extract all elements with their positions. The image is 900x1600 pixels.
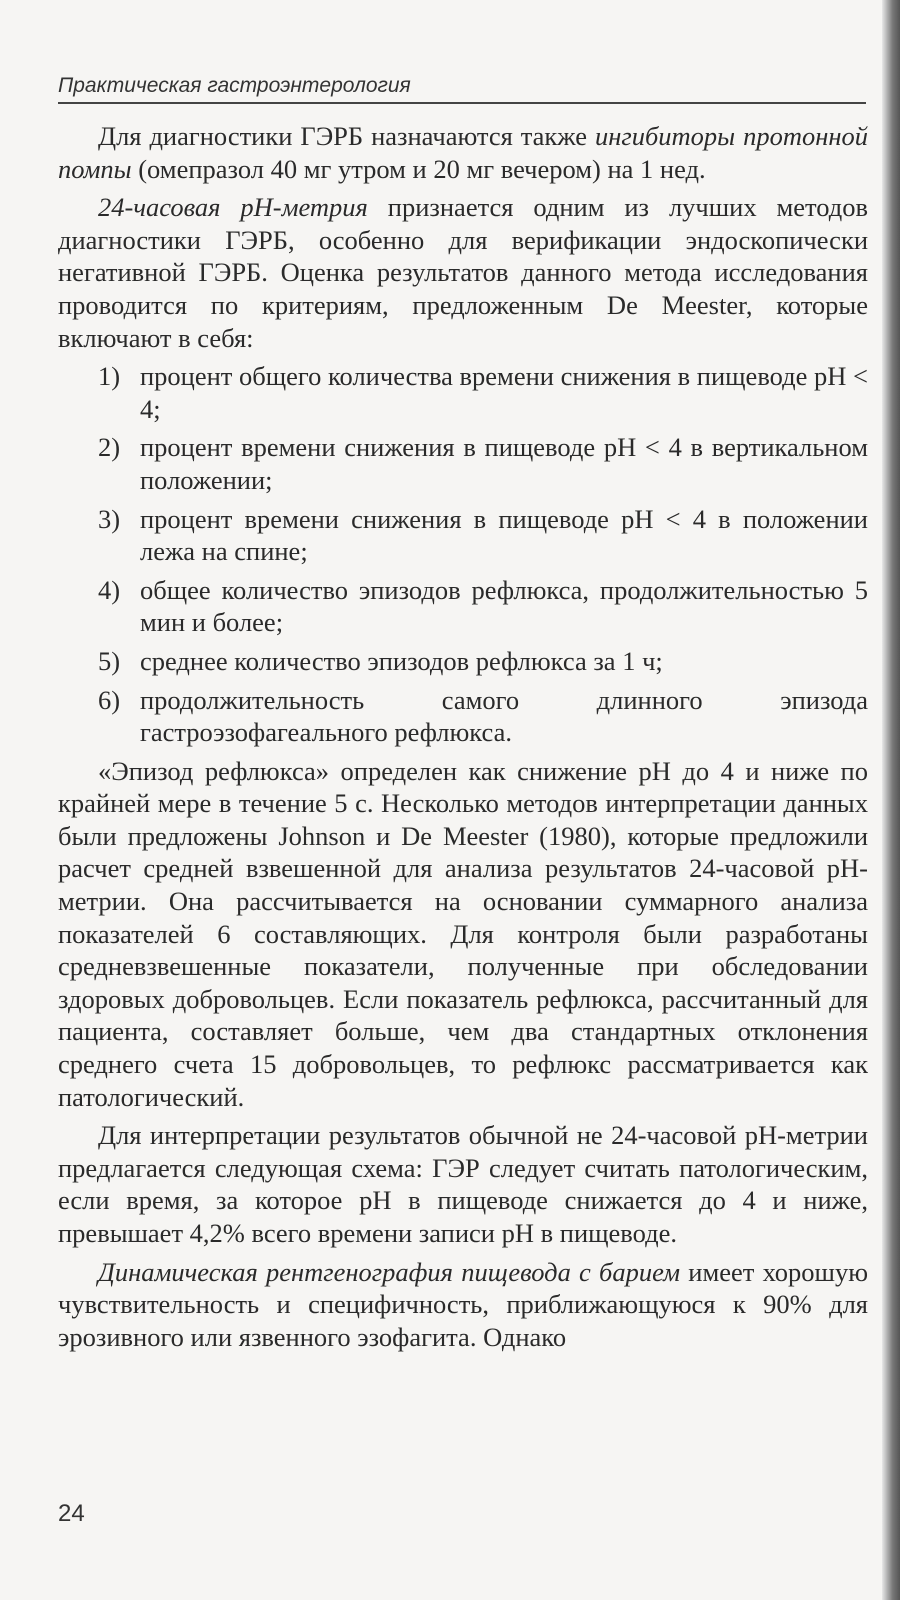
p1-after: (омепразол 40 мг утром и 20 мг вечером) на 1 нед.	[131, 153, 706, 184]
list-item	[58, 684, 868, 749]
list-number: 3)	[98, 503, 121, 534]
term-ppi: ингибиторы протонной помпы	[58, 121, 869, 184]
list-text: процент времени снижения в пищеводе рН < 4 в положении лежа на спине;	[140, 503, 868, 567]
p5-after: имеет хорошую чувствительность и специфичность, приближающуюся к 90% для эрозивного или язвенного эзофагита. Однако	[58, 1256, 869, 1352]
page-number: 24	[58, 1500, 85, 1527]
paragraph-reflux-episode: «Эпизод рефлюкса» определен как снижение рН до 4 и ниже по крайней мере в течение 5 с. Несколько методов интерпретации данных были предложены Johnson и De Meester (1980), которые предложили расчет средней взвешенной для анализа результатов 24-часовой рН-метрии. Она рассчитывается на основании суммарного анализа показателей 6 составляющих. Для контроля были разработаны средневзвешенные показатели, полученные при обследовании здоровых добровольцев. Если показатель рефлюкса, рассчитанный для пациента, составляет больше, чем два стандартных отклонения среднего счета 15 добровольцев, то рефлюкс рассматривается как патологический.	[58, 755, 868, 1112]
list-number: 1)	[98, 361, 121, 392]
criteria-list	[58, 360, 868, 749]
list-text: среднее количество эпизодов рефлюкса за 1 ч;	[140, 645, 663, 676]
paragraph-ph-metry	[58, 191, 868, 354]
paragraph-barium-xray	[58, 1256, 868, 1354]
list-item	[58, 360, 868, 425]
list-text: общее количество эпизодов рефлюкса, продолжительностью 5 мин и более;	[140, 574, 868, 638]
running-header	[58, 74, 866, 104]
list-item	[58, 431, 868, 496]
term-barium-xray: Динамическая рентгенография пищевода с барием	[98, 1256, 681, 1287]
list-item	[58, 574, 868, 639]
list-item	[58, 503, 868, 568]
p2-after: признается одним из лучших методов диагностики ГЭРБ, особенно для верификации эндоскопически негативной ГЭРБ. Оценка результатов данного метода исследования проводится по критериям, предложенным De Meester, которые включают в себя:	[58, 192, 868, 353]
list-number: 5)	[98, 645, 121, 676]
list-text: процент времени снижения в пищеводе рН < 4 в вертикальном положении;	[140, 432, 868, 495]
list-number: 6)	[98, 684, 121, 715]
list-number: 2)	[98, 432, 121, 463]
page-body	[58, 120, 868, 1359]
page-edge-shadow	[882, 0, 900, 1600]
paragraph-interpretation: Для интерпретации результатов обычной не 24-часовой рН-метрии предлагается следующая схема: ГЭР следует считать патологическим, если время, за которое рН в пищеводе снижается до 4 и ниже, превышает 4,2% всего времени записи рН в пищеводе.	[58, 1120, 868, 1248]
term-ph-metry: 24-часовая рН-метрия	[98, 192, 368, 223]
list-text: продолжительность самого длинного эпизода гастроэзофагеального рефлюкса.	[140, 684, 868, 748]
running-title: Практическая гастроэнтерология	[58, 74, 411, 97]
p1-before: Для диагностики ГЭРБ назначаются также	[98, 121, 595, 151]
list-number: 4)	[98, 574, 121, 605]
list-text: процент общего количества времени снижения в пищеводе рН < 4;	[140, 361, 868, 424]
list-item	[58, 645, 868, 678]
paragraph-ppi	[58, 120, 868, 185]
